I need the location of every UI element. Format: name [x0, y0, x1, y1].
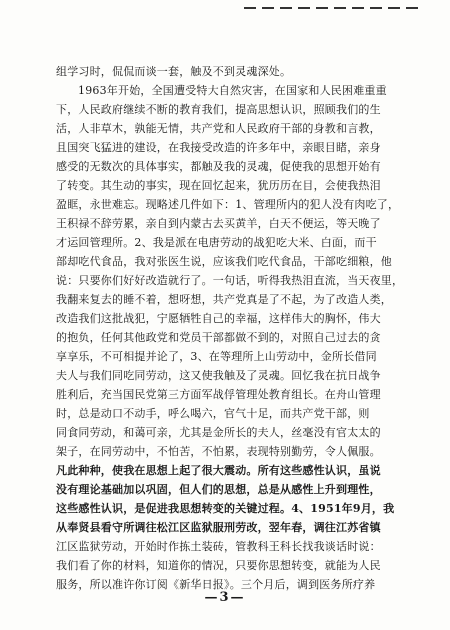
header-rule	[244, 4, 444, 12]
header-dash	[298, 7, 310, 9]
text-line: 改造我们这批战犯，宁愿牺牲自己的幸福，这样伟大的胸怀，伟大	[56, 312, 381, 325]
text-line: 同食同劳动，和蔼可亲，尤其是金所长的夫人，丝毫没有官太太的	[56, 426, 381, 439]
header-dash	[352, 7, 364, 9]
text-line: 服务，所以准许你订阅《新华日报》。三个月后，调到医务所疗养	[56, 578, 376, 591]
text-line: 组学习时，侃侃而谈一套，触及不到灵魂深处。	[56, 65, 292, 78]
text-line: 胜利后，充当国民党第三方面军战俘管理处教育组长。在舟山管理	[56, 388, 381, 401]
header-dash	[316, 7, 328, 9]
header-dash	[370, 7, 382, 9]
text-line: 江区监狱劳动，开始时作拣土装砖，管教科王科长找我谈话时说：	[56, 540, 381, 553]
header-dash	[280, 7, 292, 9]
text-line: 了转变。其生动的事实，现在回忆起来，犹历历在目，会使我热泪	[56, 179, 381, 192]
text-line: 感受的无数次的具体事实，都触及我的灵魂，促使我的思想开始有	[56, 160, 381, 173]
header-dash	[244, 7, 256, 9]
header-dash	[262, 7, 274, 9]
text-line: 没有理论基础加以巩固，但人们的思想，总是从感性上升到理性，	[56, 483, 381, 496]
text-line: 且国突飞猛进的建设，在我接受改造的许多年中，亲眼目睹，亲身	[56, 141, 381, 154]
text-line: 架子，在同劳动中，不怕苦，不怕累，表现特别勤劳，令人佩服。	[56, 445, 381, 458]
text-line: 1963年开始，全国遭受特大自然灾害，在国家和人民困难重重	[78, 84, 387, 97]
text-line: 王积禄不辞劳累，亲自到内蒙古去买黄羊，白天不便运，等天晚了	[56, 217, 381, 230]
text-line: 活，人非草木，孰能无情，共产党和人民政府干部的身教和言教，	[56, 122, 381, 135]
text-line: 我翻来复去的睡不着，想呀想，共产党真是了不起，为了改造人类，	[56, 293, 392, 306]
text-line: 部却吃代食品，我对张医生说，应该我们吃代食品，干部吃细粮，他	[56, 255, 392, 268]
text-line: 夫人与我们同吃同劳动，这又使我触及了灵魂。回忆我在抗日战争	[56, 369, 381, 382]
text-line: 盈眶，永世难忘。现略述几件如下：1、管理所内的犯人没有肉吃了，	[56, 198, 400, 211]
text-line: 从奉贤县看守所调往松江区监狱服刑劳改，翌年春，调往江苏省镇	[56, 521, 381, 534]
page-number: —3—	[204, 590, 246, 605]
document-body	[56, 62, 416, 594]
text-line: 的抱负，任何其他政党和党员干部都做不到的，对照自己过去的贪	[56, 331, 381, 344]
text-line: 凡此种种，使我在思想上起了很大震动。所有这些感性认识，虽说	[56, 464, 381, 477]
text-line: 这些感性认识，是促进我思想转变的关键过程。4、1951年9月，我	[56, 502, 395, 515]
text-line: 我们看了你的材料，知道你的情况，只要你思想转变，就能为人民	[56, 559, 381, 572]
header-dash	[406, 7, 418, 9]
text-line: 享享乐，不可相提并论了，3、在等理所上山劳动中，金所长借同	[56, 350, 377, 363]
header-dash	[334, 7, 346, 9]
text-line: 下，人民政府继续不断的教育我们，提高思想认识，照顾我们的生	[56, 103, 381, 116]
text-line: 时，总是动口不动手，呼么喝六，官气十足，而共产党干部，则	[56, 407, 370, 420]
text-line: 说：只要你们好好改造就行了。一句话，听得我热泪直流，当天夜里，	[56, 274, 404, 287]
text-line: 才运回管理所。2、我是派在电唐劳动的战犯吃大米、白面，而干	[56, 236, 377, 249]
header-dash	[388, 7, 400, 9]
